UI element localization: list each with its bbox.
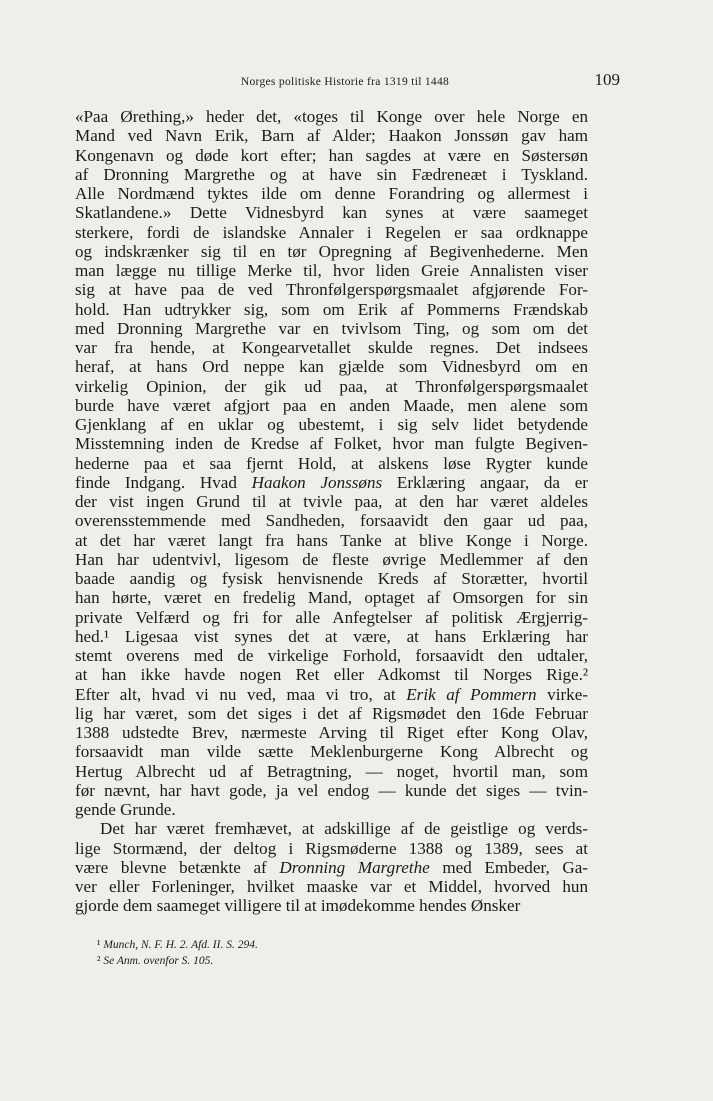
text-line: lige Stormænd, der deltog i Rigsmøderne 1388 og 1389, sees at xyxy=(75,838,588,858)
body-text xyxy=(75,107,588,916)
text-line: at det har været langt fra hans Tanke at blive Konge i Norge. xyxy=(75,530,588,550)
text-line: Misstemning inden de Kredse af Folket, hvor man fulgte Begiven- xyxy=(75,434,588,454)
text-line: burde have været afgjort paa en anden Maade, men alene som xyxy=(75,395,588,415)
text-line: man lægge nu tillige Merke til, hvor liden Greie Annalisten viser xyxy=(75,261,588,280)
text-line: han hørte, været en fredelig Mand, optaget af Omsorgen for sin xyxy=(75,588,588,608)
running-title: Norges politiske Historie fra 1319 til 1448 xyxy=(240,76,450,88)
text-line: «Paa Ørething,» heder det, «toges til Konge over hele Norge en xyxy=(75,107,588,126)
text-line: sterkere, fordi de islandske Annaler i Regelen er saa ordknappe xyxy=(75,222,588,242)
text-line: baade aandig og fysisk henvisnende Kreds af Storætter, hvortil xyxy=(75,569,588,588)
text-line: hed.¹ Ligesaa vist synes det at være, at hans Erklæring har xyxy=(75,626,588,646)
paragraph xyxy=(75,819,588,915)
page-header xyxy=(75,70,620,94)
footnote-text: Munch, N. F. H. 2. Afd. II. S. 294. xyxy=(103,939,258,951)
text-line: 1388 udstedte Brev, nærmeste Arving til Riget efter Kong Olav, xyxy=(75,723,588,742)
text-line: virkelig Opinion, der gik ud paa, at Thronfølgerspørgsmaalet xyxy=(75,376,588,396)
text-line: gende Grunde. xyxy=(75,800,176,819)
text-line: der vist ingen Grund til at tvivle paa, at den har været aldeles xyxy=(75,492,588,511)
text-line: forsaavidt man vilde sætte Meklenburgerne Kong Albrecht og xyxy=(75,742,588,762)
text-line: lig har været, som det siges i det af Rigsmødet den 16de Februar xyxy=(75,703,588,723)
text-line: gjorde dem saameget villigere til at imødekomme hendes Ønsker xyxy=(75,896,521,916)
text-line: før nævnt, har havt gode, ja vel endog — kunde det siges — tvin- xyxy=(75,780,588,800)
text-line: Alle Nordmænd tyktes ilde om denne Forandring og allermest i xyxy=(75,184,588,203)
footnote-mark: ² xyxy=(97,955,104,967)
text-line: Det har været fremhævet, at adskillige af de geistlige og verds- xyxy=(100,819,588,839)
footnote xyxy=(97,937,577,953)
text-line: Hertug Albrecht ud af Betragtning, — noget, hvortil man, som xyxy=(75,761,588,781)
text-line: finde Indgang. Hvad Haakon Jonssøns Erklæring angaar, da er xyxy=(75,472,588,492)
text-line: heraf, at hans Ord neppe kan gjælde som Vidnesbyrd om en xyxy=(75,357,588,377)
text-line: Skatlandene.» Dette Vidnesbyrd kan synes at være saameget xyxy=(75,203,588,223)
footnotes xyxy=(97,937,577,969)
text-line: at han ikke havde nogen Ret eller Adkomst til Norges Rige.² xyxy=(75,665,588,685)
text-line: med Dronning Margrethe var en tvivlsom Ting, og som om det xyxy=(75,318,588,338)
footnote xyxy=(97,953,577,969)
text-line: hold. Han udtrykker sig, som om Erik af Pommerns Frændskab xyxy=(75,299,588,319)
text-line: Mand ved Navn Erik, Barn af Alder; Haakon Jonssøn gav ham xyxy=(75,126,588,146)
text-line: hederne paa et saa fjernt Hold, at alskens løse Rygter kunde xyxy=(75,453,588,473)
page-number: 109 xyxy=(594,70,620,89)
text-line: private Velfærd og fri for alle Anfegtelser af politisk Ærgjerrig- xyxy=(75,607,588,627)
footnote-text: Se Anm. ovenfor S. 105. xyxy=(103,955,214,967)
text-line: Gjenklang af en uklar og ubestemt, i sig selv lidet betydende xyxy=(75,415,588,434)
text-line: Kongenavn og døde kort efter; han sagdes at være en Søstersøn xyxy=(75,145,588,165)
text-line: var fra hende, at Kongearvetallet skulde regnes. Det indsees xyxy=(75,338,588,357)
text-line: og indskrænker sig til en tør Opregning af Begivenhederne. Men xyxy=(75,241,588,261)
text-line: overensstemmende med Sandheden, forsaavidt den gaar ud paa, xyxy=(75,511,588,531)
paragraph xyxy=(75,107,588,819)
text-line: Efter alt, hvad vi nu ved, maa vi tro, at Erik af Pommern virke- xyxy=(75,684,588,704)
footnote-mark: ¹ xyxy=(97,939,104,951)
text-line: ver eller Forleninger, hvilket maaske var et Middel, hvorved hun xyxy=(75,877,588,896)
text-line: være blevne betænkte af Dronning Margrethe med Embeder, Ga- xyxy=(75,857,588,877)
text-line: stemt overens med de virkelige Forhold, forsaavidt den udtaler, xyxy=(75,646,588,665)
text-line: af Dronning Margrethe og at have sin Fædreneæt i Tyskland. xyxy=(75,164,588,184)
text-line: sig at have paa de ved Thronfølgerspørgsmaalet afgjørende For- xyxy=(75,280,588,300)
text-line: Han har udentvivl, ligesom de fleste øvrige Medlemmer af den xyxy=(75,549,588,569)
